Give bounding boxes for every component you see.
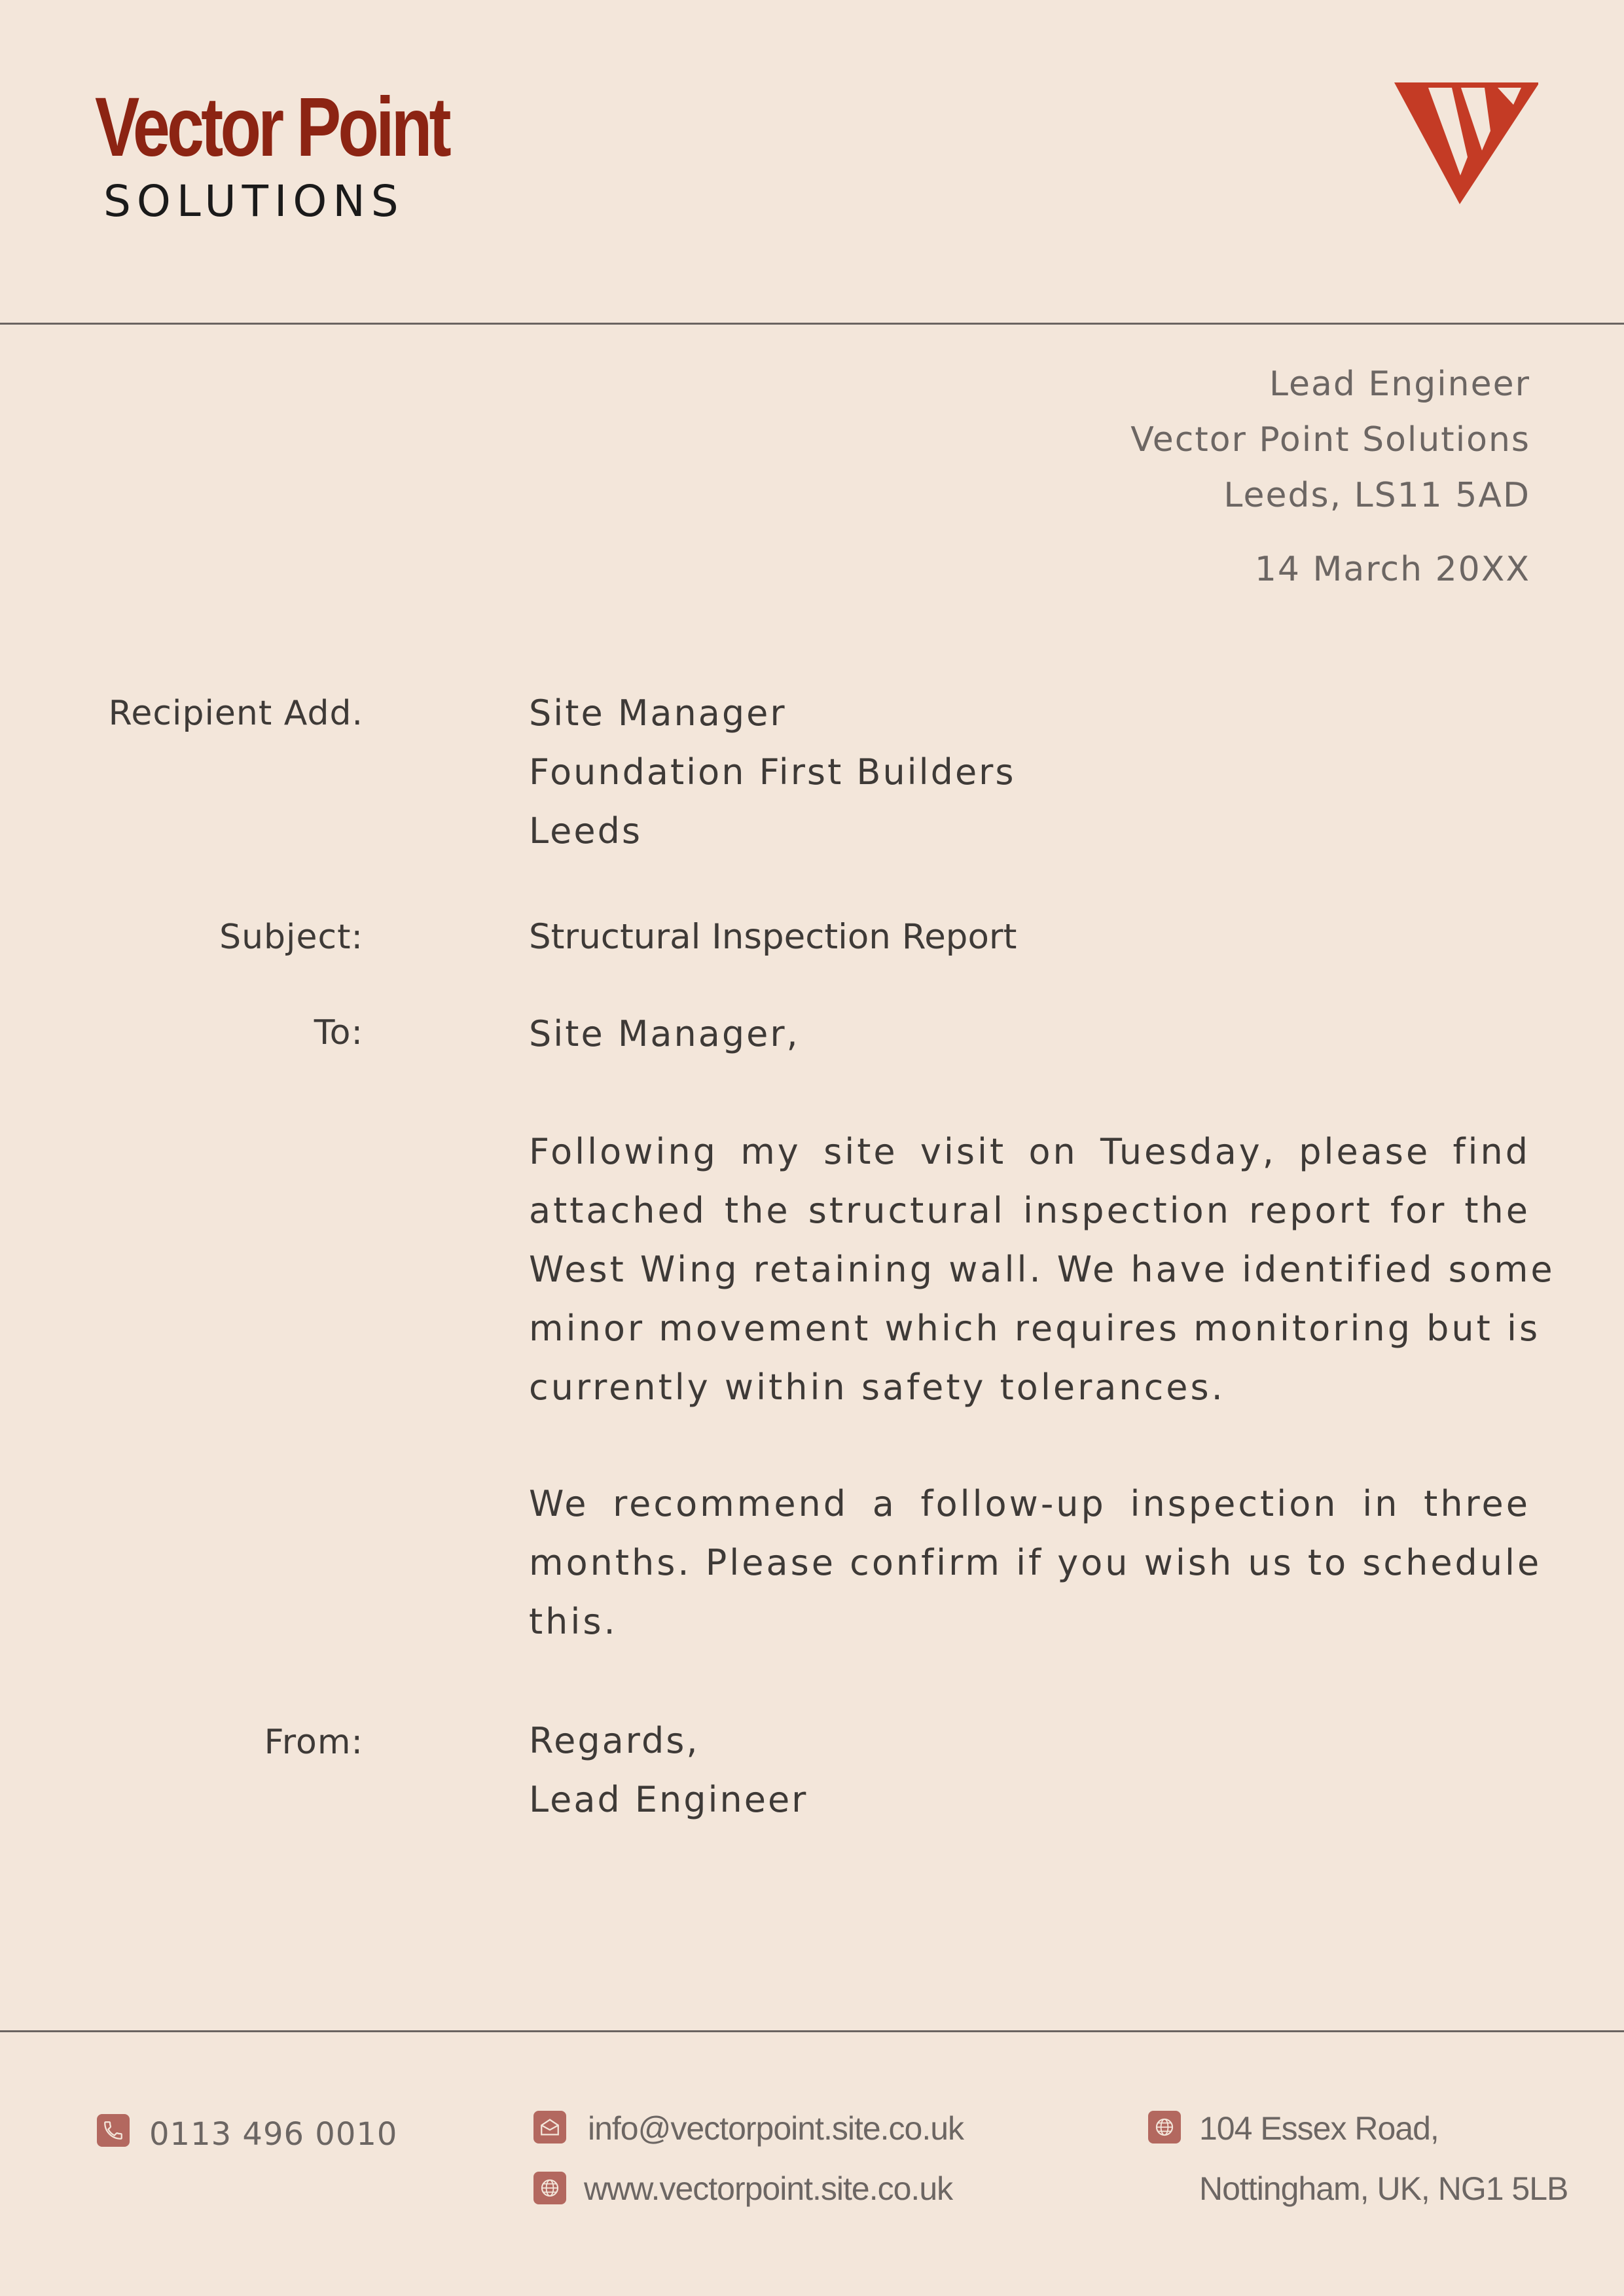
closing bbox=[529, 1712, 1530, 1829]
greeting: Site Manager, bbox=[529, 1013, 800, 1054]
body-line: Following my site visit on Tuesday, please find bbox=[529, 1131, 1530, 1172]
body-paragraph-2 bbox=[529, 1475, 1542, 1651]
body-line: attached the structural inspection report for the bbox=[529, 1190, 1530, 1231]
sender-line: Vector Point Solutions bbox=[1130, 420, 1530, 459]
header-divider bbox=[0, 323, 1624, 325]
recipient-address bbox=[529, 684, 1530, 861]
footer-address-line2: Nottingham, UK, NG1 5LB bbox=[1199, 2170, 1568, 2207]
sender-address bbox=[1130, 357, 1530, 524]
footer-divider bbox=[0, 2030, 1624, 2032]
sender-line: Lead Engineer bbox=[1269, 365, 1530, 404]
globe-icon bbox=[533, 2172, 566, 2204]
footer-website[interactable]: www.vectorpoint.site.co.uk bbox=[584, 2170, 953, 2207]
footer-email[interactable]: info@vectorpoint.site.co.uk bbox=[588, 2110, 964, 2147]
footer-phone: 0113 496 0010 bbox=[149, 2116, 398, 2153]
brand-subtitle: SOLUTIONS bbox=[103, 176, 405, 226]
closing-line: Regards, bbox=[529, 1720, 700, 1761]
body-line: West Wing retaining wall. We have identified some bbox=[529, 1249, 1555, 1290]
recipient-line: Foundation First Builders bbox=[529, 751, 1016, 793]
to-label: To: bbox=[314, 1013, 363, 1052]
globe-icon bbox=[1148, 2111, 1181, 2144]
body-line: We recommend a follow-up inspection in three bbox=[529, 1483, 1530, 1524]
from-label: From: bbox=[264, 1723, 363, 1762]
letter-date: 14 March 20XX bbox=[1254, 550, 1530, 589]
subject-label: Subject: bbox=[219, 918, 363, 957]
recipient-line: Site Manager bbox=[529, 692, 787, 734]
body-line: months. Please confirm if you wish us to schedule bbox=[529, 1542, 1542, 1583]
triangle-v-logo-icon bbox=[1394, 80, 1538, 204]
body-paragraph-1 bbox=[529, 1122, 1555, 1417]
body-line: this. bbox=[529, 1601, 618, 1642]
body-line: minor movement which requires monitoring but is bbox=[529, 1308, 1541, 1349]
sender-line: Leeds, LS11 5AD bbox=[1223, 476, 1530, 515]
brand-name: Vector Point bbox=[95, 81, 448, 174]
phone-icon bbox=[97, 2114, 130, 2147]
body-line: currently within safety tolerances. bbox=[529, 1367, 1225, 1408]
subject-text: Structural Inspection Report bbox=[529, 917, 1017, 957]
envelope-icon bbox=[533, 2111, 566, 2144]
recipient-label: Recipient Add. bbox=[108, 694, 363, 733]
recipient-line: Leeds bbox=[529, 810, 642, 852]
footer-address-line1: 104 Essex Road, bbox=[1199, 2110, 1439, 2147]
closing-line: Lead Engineer bbox=[529, 1779, 808, 1820]
